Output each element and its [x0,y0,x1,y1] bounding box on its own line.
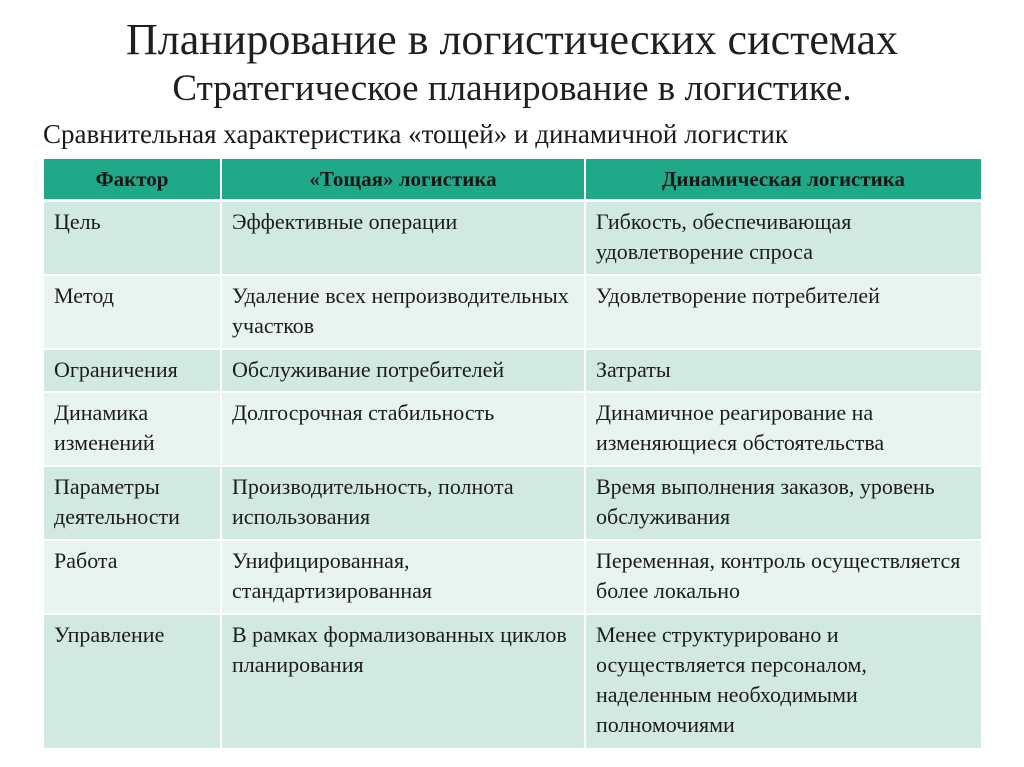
lean-cell: Долгосрочная стабильность [221,392,585,466]
table-row [43,349,982,392]
header-dynamic-logistics: Динамическая логистика [585,158,982,201]
factor-cell: Управление [43,614,221,749]
dynamic-cell: Гибкость, обеспечивающая удовлетворение спроса [585,201,982,276]
factor-cell: Динамика изменений [43,392,221,466]
table-row [43,201,982,276]
dynamic-cell: Менее структурировано и осуществляется персоналом, наделенным необходимыми полномочиями [585,614,982,749]
dynamic-cell: Затраты [585,349,982,392]
comparison-table [42,157,983,750]
table-row [43,275,982,349]
factor-cell: Параметры деятельности [43,466,221,540]
table-header-row [43,158,982,201]
factor-cell: Метод [43,275,221,349]
factor-cell: Цель [43,201,221,276]
table-row [43,466,982,540]
lean-cell: Унифицированная, стандартизированная [221,540,585,614]
dynamic-cell: Время выполнения заказов, уровень обслуживания [585,466,982,540]
slide-subtitle: Стратегическое планирование в логистике. [172,68,852,109]
lean-cell: В рамках формализованных циклов планирования [221,614,585,749]
slide-title: Планирование в логистических системах [126,15,898,64]
dynamic-cell: Переменная, контроль осуществляется более локально [585,540,982,614]
table-row [43,392,982,466]
lean-cell: Удаление всех непроизводительных участков [221,275,585,349]
table-row [43,614,982,749]
dynamic-cell: Динамичное реагирование на изменяющиеся обстоятельства [585,392,982,466]
factor-cell: Ограничения [43,349,221,392]
table-caption: Сравнительная характеристика «тощей» и динамичной логистик [43,119,788,149]
lean-cell: Эффективные операции [221,201,585,276]
table-row [43,540,982,614]
header-lean-logistics: «Тощая» логистика [221,158,585,201]
dynamic-cell: Удовлетворение потребителей [585,275,982,349]
factor-cell: Работа [43,540,221,614]
lean-cell: Производительность, полнота использования [221,466,585,540]
header-factor: Фактор [43,158,221,201]
lean-cell: Обслуживание потребителей [221,349,585,392]
